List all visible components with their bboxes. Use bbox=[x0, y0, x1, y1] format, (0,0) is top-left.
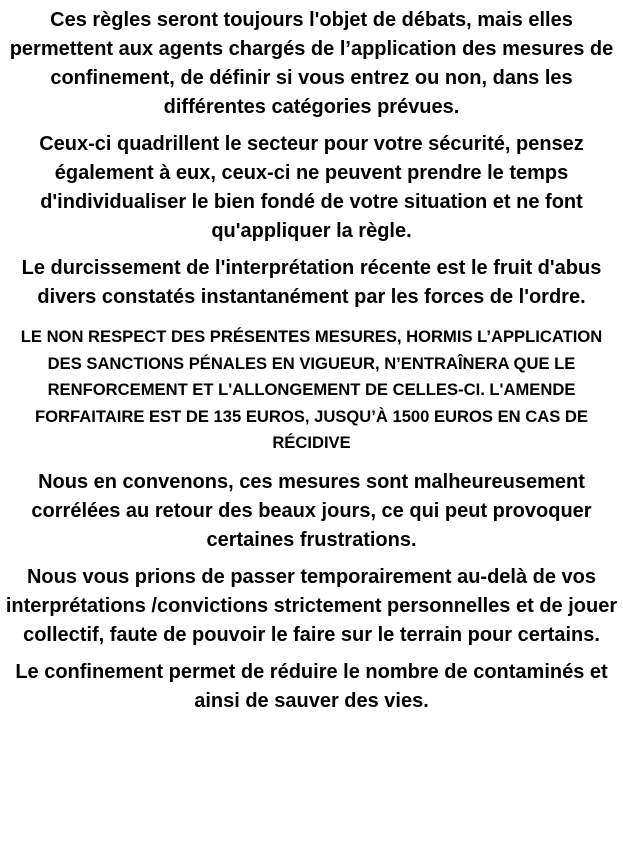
paragraph-save-lives: Le confinement permet de réduire le nombre de contaminés et ainsi de sauver des vies. bbox=[15, 660, 608, 712]
paragraph-penalty-warning: LE NON RESPECT DES PRÉSENTES MESURES, HORMIS L’APPLICATION DES SANCTIONS PÉNALES EN VIGUEUR, N’ENTRAÎNERA QUE LE RENFORCEMENT ET L'ALLONGEMENT DE CELLES-CI. L'AMENDE FORFAITAIRE EST DE 135 EUROS, JUSQU’À 1500 EUROS EN CAS DE RÉCIDIVE bbox=[20, 327, 603, 452]
paragraph-collective-play: Nous vous prions de passer temporairement au-delà de vos interprétations /convictions strictement personnelles et de jouer collectif, faute de pouvoir le faire sur le terrain pour certains. bbox=[5, 565, 618, 646]
paragraph-enforcement-rules: Ces règles seront toujours l'objet de débats, mais elles permettent aux agents chargés de l’application des mesures de confinement, de définir si vous entrez ou non, dans les différentes catégories prévues. bbox=[9, 9, 614, 118]
paragraph-agents-security: Ceux-ci quadrillent le secteur pour votre sécurité, pensez également à eux, ceux-ci ne peuvent prendre le temps d'individualiser le bien fondé de votre situation et ne font qu'appliquer la règle. bbox=[39, 133, 584, 242]
paragraph-sunny-days: Nous en convenons, ces mesures sont malheureusement corrélées au retour des beaux jours, ce qui peut provoquer certaines frustrations. bbox=[31, 470, 592, 551]
paragraph-stricter-interpretation: Le durcissement de l'interprétation récente est le fruit d'abus divers constatés instantanément par les forces de l'ordre. bbox=[21, 257, 602, 308]
